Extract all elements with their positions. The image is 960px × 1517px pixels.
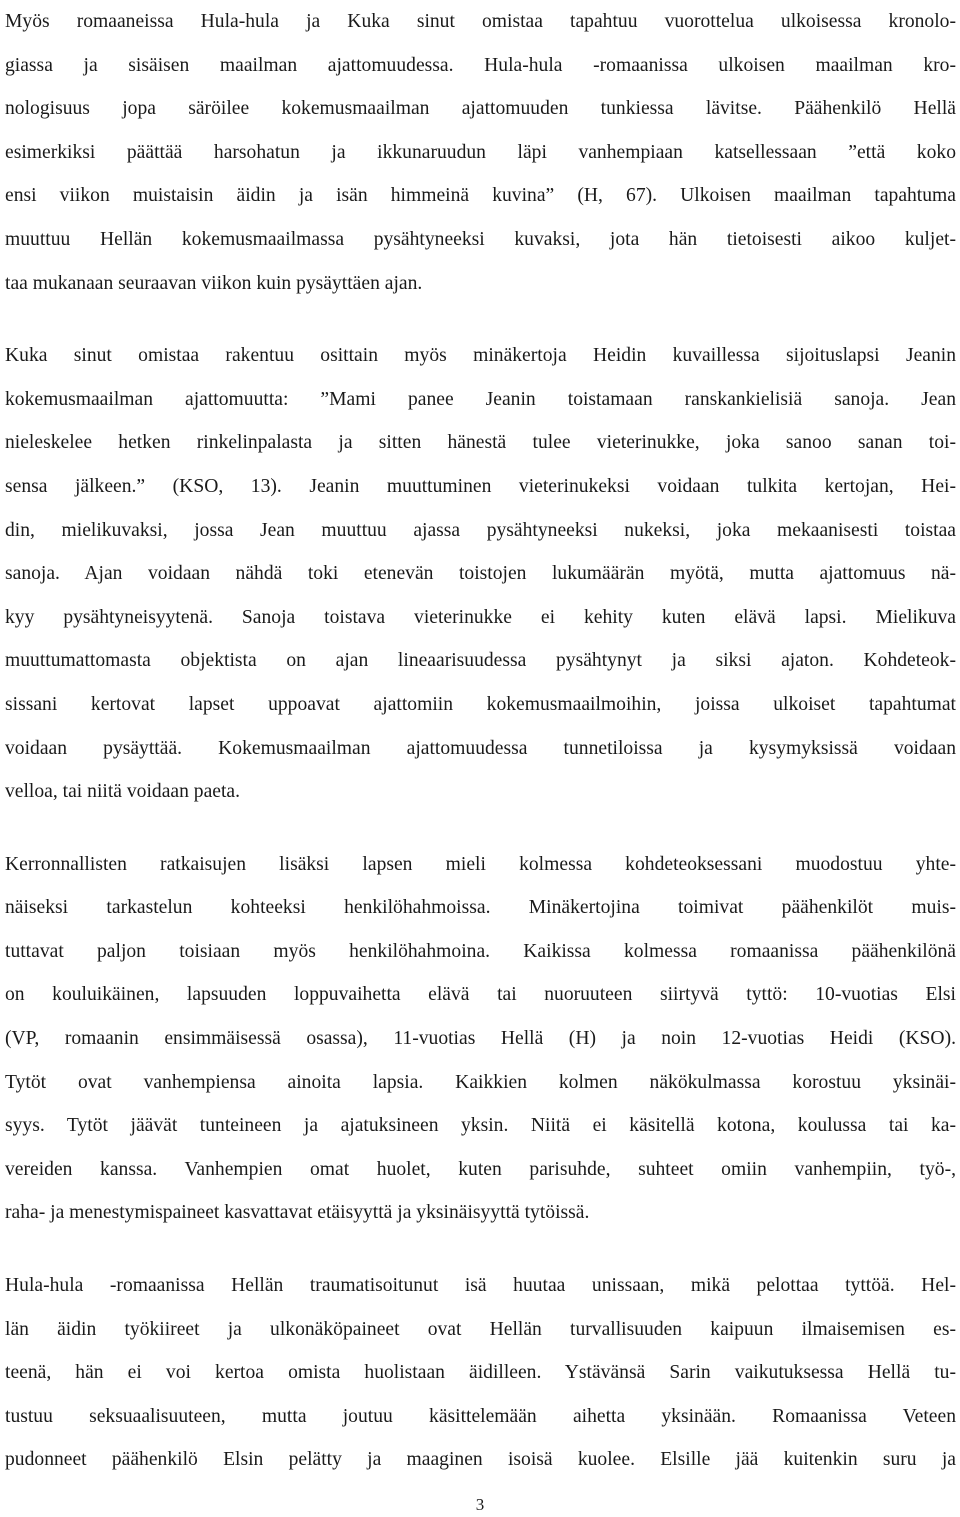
paragraph-3 <box>5 843 956 1235</box>
text-line: nieleskelee hetken rinkelinpalasta ja sitten hänestä tulee vieterinukke, joka sanoo sanan toi- <box>5 432 956 454</box>
paragraph-2 <box>5 334 956 814</box>
text-line: Kuka sinut omistaa rakentuu osittain myös minäkertoja Heidin kuvaillessa sijoituslapsi Jeanin <box>5 345 956 367</box>
text-line: taa mukanaan seuraavan viikon kuin pysäyttäen ajan. <box>5 272 423 294</box>
text-line: tuttavat paljon toisiaan myös henkilöhahmoina. Kaikissa kolmessa romaanissa päähenkilönä <box>5 940 956 962</box>
text-line: sensa jälkeen.” (KSO, 13). Jeanin muuttuminen vieterinukeksi voidaan tulkita kertojan, Hei- <box>5 475 956 497</box>
text-line: muuttuu Hellän kokemusmaailmassa pysähtyneeksi kuvaksi, jota hän tietoisesti aikoo kuljet- <box>5 228 956 250</box>
paragraph-4 <box>5 1264 956 1482</box>
text-line: on kouluikäinen, lapsuuden loppuvaihetta elävä tai nuoruuteen siirtyvä tyttö: 10-vuotias Elsi <box>5 984 956 1006</box>
text-line: din, mielikuvaksi, jossa Jean muuttuu ajassa pysähtyneeksi nukeksi, joka mekaanisesti toistaa <box>5 519 956 541</box>
text-line: nologisuus jopa säröilee kokemusmaailman ajattomuuden tunkiessa lävitse. Päähenkilö Hellä <box>5 98 956 120</box>
text-line: syys. Tytöt jäävät tunteineen ja ajatuksineen yksin. Niitä ei käsitellä kotona, koulussa tai ka- <box>5 1115 956 1137</box>
text-line: ensi viikon muistaisin äidin ja isän himmeinä kuvina” (H, 67). Ulkoisen maailman tapahtuma <box>5 185 956 207</box>
text-line: sanoja. Ajan voidaan nähdä toki etenevän toistojen lukumäärän myötä, mutta ajattomuus nä- <box>5 563 956 585</box>
text-line: vereiden kanssa. Vanhempien omat huolet, kuten parisuhde, suhteet omiin vanhempiin, työ-, <box>5 1158 956 1180</box>
text-line: giassa ja sisäisen maailman ajattomuudessa. Hula-hula -romaanissa ulkoisen maailman kro- <box>5 54 956 76</box>
body-text <box>5 0 956 1482</box>
text-line: kyy pysähtyneisyytenä. Sanoja toistava vieterinukke ei kehity kuten elävä lapsi. Mielikuva <box>5 606 956 628</box>
text-line: Hula-hula -romaanissa Hellän traumatisoitunut isä huutaa unissaan, mikä pelottaa tyttöä. Hel- <box>5 1275 956 1297</box>
text-line: (VP, romaanin ensimmäisessä osassa), 11-vuotias Hellä (H) ja noin 12-vuotias Heidi (KSO). <box>5 1028 956 1050</box>
text-line: näiseksi tarkastelun kohteeksi henkilöhahmoissa. Minäkertojina toimivat päähenkilöt muis- <box>5 897 956 919</box>
paragraph-1 <box>5 0 956 305</box>
text-line: esimerkiksi päättää harsohatun ja ikkunaruudun läpi vanhempiaan katsellessaan ”että koko <box>5 141 956 163</box>
text-line: kokemusmaailman ajattomuutta: ”Mami panee Jeanin toistamaan ranskankielisiä sanoja. Jean <box>5 388 956 410</box>
text-line: voidaan pysäyttää. Kokemusmaailman ajattomuudessa tunnetiloissa ja kysymyksissä voidaan <box>5 737 956 759</box>
text-line: Myös romaaneissa Hula-hula ja Kuka sinut omistaa tapahtuu vuorottelua ulkoisessa kronolo- <box>5 11 956 32</box>
text-line: Tytöt ovat vanhempiensa ainoita lapsia. Kaikkien kolmen näkökulmassa korostuu yksinäi- <box>5 1071 956 1093</box>
text-line: tustuu seksuaalisuuteen, mutta joutuu käsittelemään aihetta yksinään. Romaanissa Veteen <box>5 1405 956 1427</box>
text-line: sissani kertovat lapset uppoavat ajattomiin kokemusmaailmoihin, joissa ulkoiset tapahtumat <box>5 693 956 715</box>
page-number: 3 <box>475 1495 485 1514</box>
text-line: raha- ja menestymispaineet kasvattavat etäisyyttä ja yksinäisyyttä tytöissä. <box>5 1202 590 1224</box>
text-line: velloa, tai niitä voidaan paeta. <box>5 781 241 803</box>
text-line: muuttumattomasta objektista on ajan lineaarisuudessa pysähtynyt ja siksi ajaton. Kohdeteok- <box>5 650 956 672</box>
text-line: teenä, hän ei voi kertoa omista huolistaan äidilleen. Ystävänsä Sarin vaikutuksessa Hellä tu- <box>5 1362 956 1384</box>
text-line: län äidin työkiireet ja ulkonäköpaineet ovat Hellän turvallisuuden kaipuun ilmaisemisen es- <box>5 1318 956 1340</box>
text-line: pudonneet päähenkilö Elsin pelätty ja maaginen isoisä kuolee. Elsille jää kuitenkin suru ja <box>5 1449 956 1471</box>
text-line: Kerronnallisten ratkaisujen lisäksi lapsen mieli kolmessa kohdeteoksessani muodostuu yhte- <box>5 853 956 875</box>
